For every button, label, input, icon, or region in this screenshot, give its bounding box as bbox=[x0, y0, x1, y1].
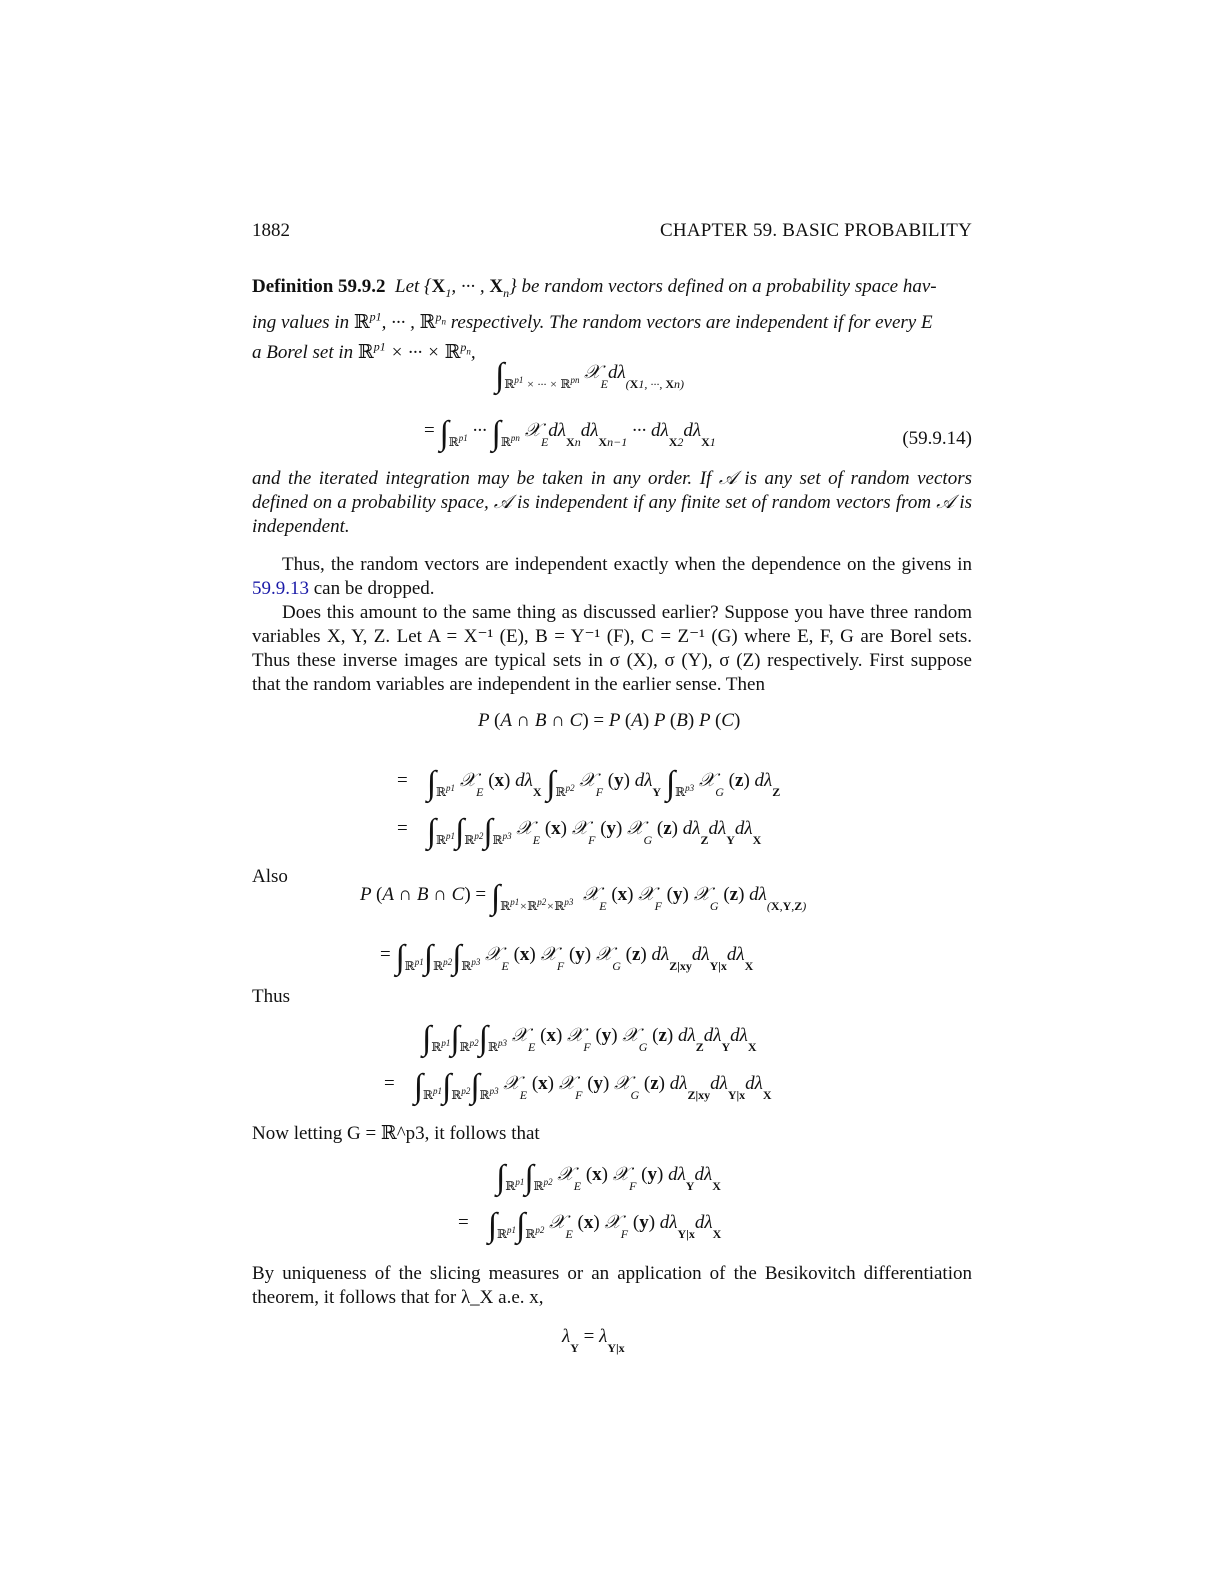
equation-iterated-integral: = $\int_{ℝ^{p1}}$ ··· $\int_{ℝ^{pn}}$ $𝒳_Ed\lambda_{Xn}d\lambda_{Xn-1}$ ··· $d\lambda_{X2}d\lambda_{X1}$ bbox=[424, 415, 716, 452]
paragraph-3: By uniqueness of the slicing measures or an application of the Besikovitch differentiation theorem, it follows that for λ_X a.e. x, bbox=[252, 1263, 972, 1308]
equation-reference-link[interactable]: 59.9.13 bbox=[252, 578, 309, 599]
equation-triple-integral-1: = $\int_{ℝ^{p1}}\int_{ℝ^{p2}}\int_{ℝ^{p3}}$ 𝒳$_E$ (x) 𝒳$_F$ (y) 𝒳$_G$ (z) $d\lambda_Zd\lambda_Yd\lambda_X$ bbox=[397, 813, 762, 850]
equation-product-probability: P (A ∩ B ∩ C) = P (A) P (B) P (C) bbox=[478, 710, 741, 731]
definition-block: Definition 59.9.2 Let {$X_1$, ··· , $X_n$} be random vectors defined on a probability space hav- ing values in ℝ$^{p1}$, ··· , ℝ$^{p_n}$ respectively. The random vectors are independent if for every E a Borel set in ℝ$^{p1}$ × ··· × ℝ$^{p_n}$, bbox=[252, 276, 937, 364]
definition-continuation: and the iterated integration may be taken in any order. If 𝒜 is any set of random vectors defined on a probability space, 𝒜 is independent if any finite set of random vectors from 𝒜 is independent. bbox=[252, 468, 972, 537]
equation-joint-integral: $\int_{ℝ^{p1} \times \cdot\cdot\cdot \times ℝ^{pn}}$ $𝒳_Ed\lambda_{(X1, \cdot\cdot\cdot, Xn)}$ bbox=[495, 357, 685, 394]
equation-joint-probability: P (A ∩ B ∩ $C) = \int_{ℝ^{p1}\times ℝ^{p2}\times ℝ^{p3}}$ 𝒳$_E$ (x) 𝒳$_F$ (y) 𝒳$_G$ (z) $d\lambda_{(X,Y,Z)}$ bbox=[360, 879, 807, 916]
page-number: 1882 bbox=[252, 220, 290, 241]
paragraph-1: Thus, the random vectors are independent exactly when the dependence on the givens in 59.9.13 can be dropped. bbox=[252, 554, 972, 599]
paragraph-2: Does this amount to the same thing as discussed earlier? Suppose you have three random variables X, Y, Z. Let A = X⁻¹ (E), B = Y⁻¹ (F), C = Z⁻¹ (G) where E, F, G are Borel sets. Thus these inverse images are typical sets in σ (X), σ (Y), σ (Z) respectively. First suppose that the random variables are independent in the earlier sense. Then bbox=[252, 602, 972, 695]
definition-label: Definition 59.9.2 bbox=[252, 276, 386, 297]
equation-double-integral: $\int_{ℝ^{p1}}\int_{ℝ^{p2}}$ 𝒳$_E$ (x) 𝒳$_F$ (y) $d\lambda_Yd\lambda_X$ bbox=[496, 1159, 721, 1196]
equation-conclusion: $\lambda_Y = \lambda_{Y|x}$ bbox=[562, 1326, 625, 1355]
equation-slicing-integral-2: = $\int_{ℝ^{p1}}\int_{ℝ^{p2}}\int_{ℝ^{p3}}$ 𝒳$_E$ (x) 𝒳$_F$ (y) 𝒳$_G$ (z) $d\lambda_{Z|xy}d\lambda_{Y|x}d\lambda_X$ bbox=[384, 1068, 772, 1105]
equation-triple-integral-2: $\int_{ℝ^{p1}}\int_{ℝ^{p2}}\int_{ℝ^{p3}}$ 𝒳$_E$ (x) 𝒳$_F$ (y) 𝒳$_G$ (z) $d\lambda_Zd\lambda_Yd\lambda_X$ bbox=[422, 1020, 757, 1057]
equation-product-integrals: = $\int_{ℝ^{p1}}$ 𝒳$_E$ (x) $d\lambda_X$ $\int_{ℝ^{p2}}$ 𝒳$_F$ (y) $d\lambda_Y$ $\int_{ℝ^{p3}}$ 𝒳$_G$ (z) $d\lambda_Z$ bbox=[397, 765, 781, 802]
chapter-title: CHAPTER 59. BASIC PROBABILITY bbox=[660, 220, 972, 241]
equation-double-slicing-integral: = $\int_{ℝ^{p1}}\int_{ℝ^{p2}}$ 𝒳$_E$ (x) 𝒳$_F$ (y) $d\lambda_{Y|x}d\lambda_X$ bbox=[458, 1207, 722, 1244]
label-thus: Thus bbox=[252, 986, 290, 1007]
label-also: Also bbox=[252, 866, 288, 887]
equation-number: (59.9.14) bbox=[902, 428, 972, 449]
now-letting-text: Now letting G = ℝ^p3, it follows that bbox=[252, 1123, 540, 1144]
equation-slicing-integral-1: = $\int_{ℝ^{p1}}\int_{ℝ^{p2}}\int_{ℝ^{p3}}$ 𝒳$_E$ (x) 𝒳$_F$ (y) 𝒳$_G$ (z) $d\lambda_{Z|xy}d\lambda_{Y|x}d\lambda_X$ bbox=[380, 939, 754, 976]
